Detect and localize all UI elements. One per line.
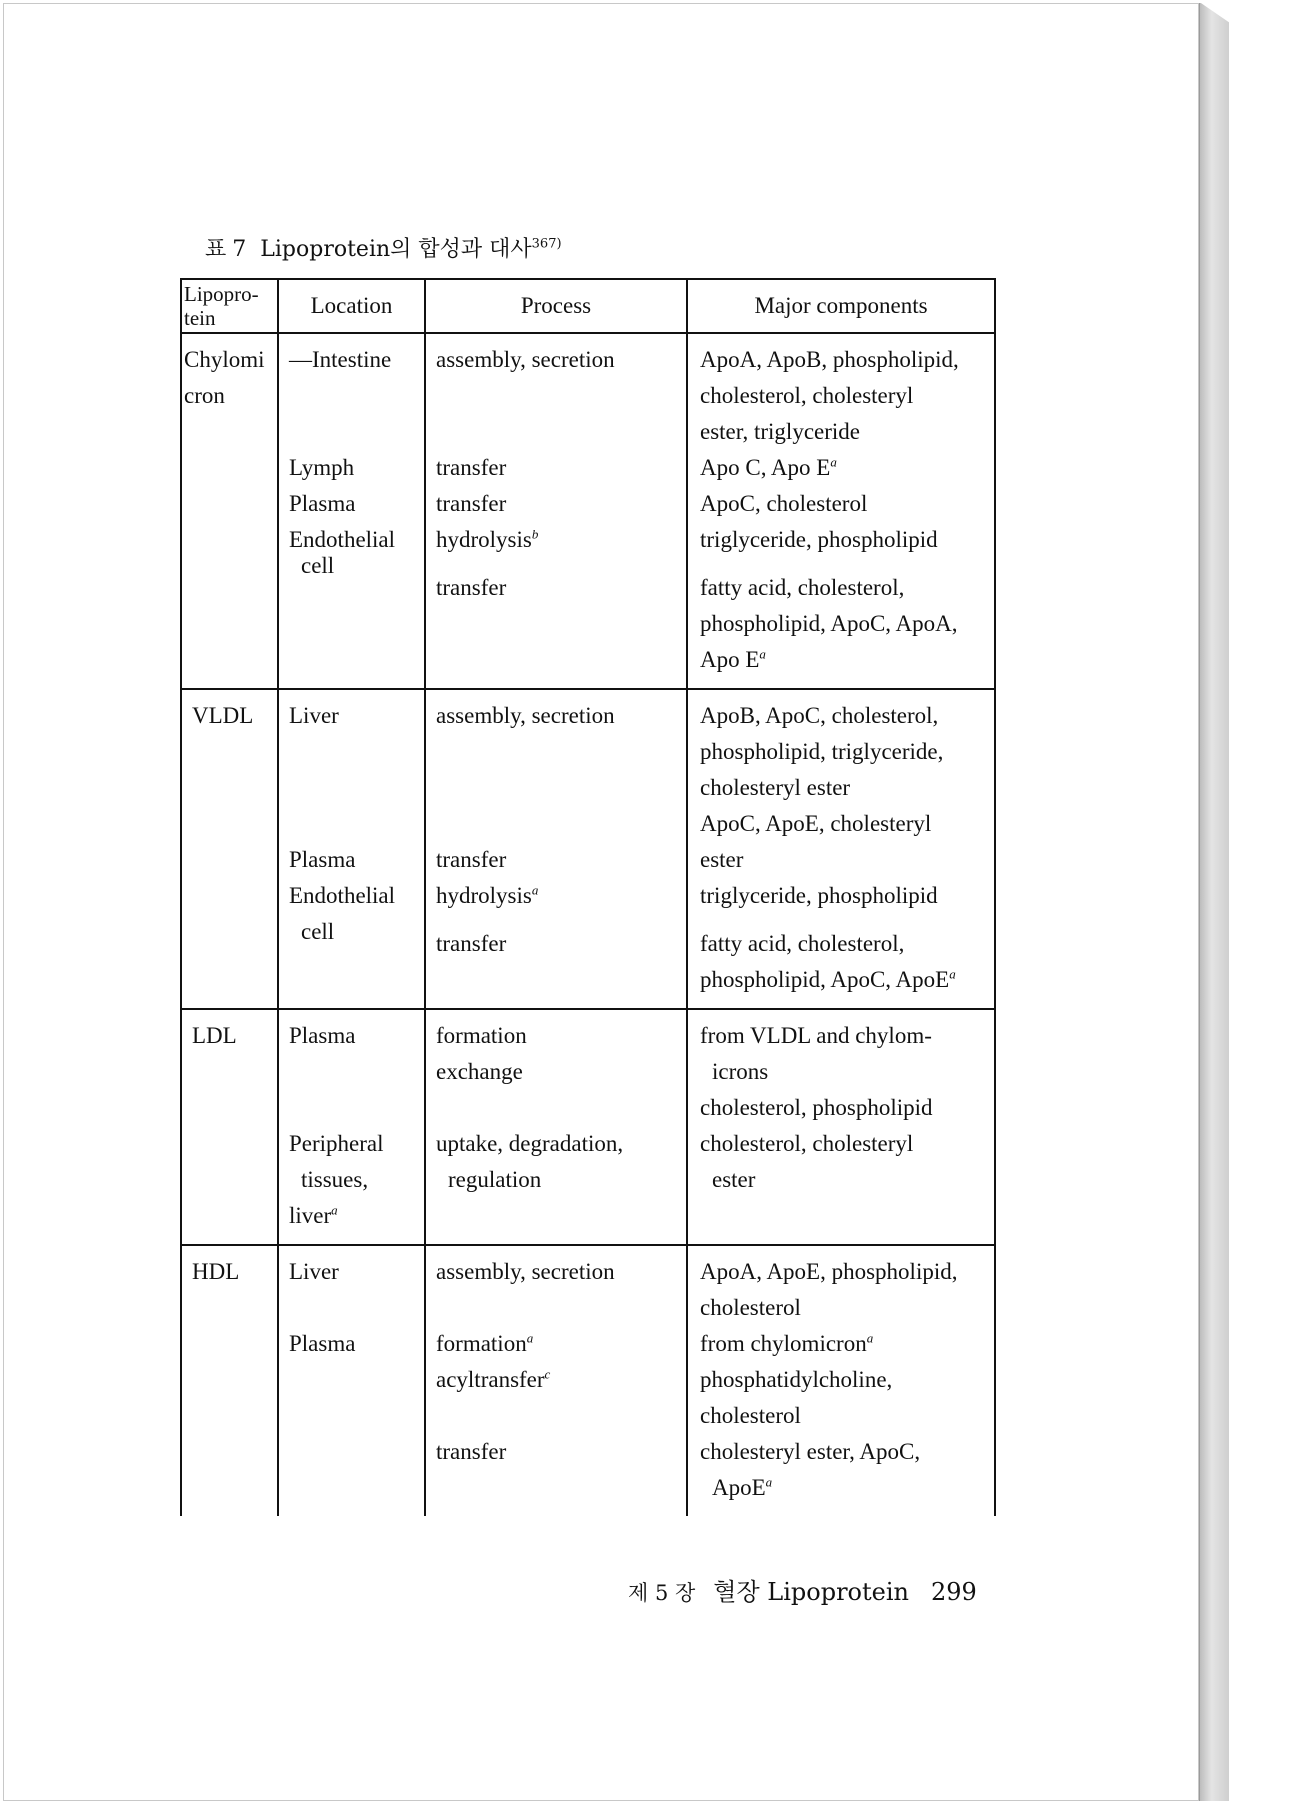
components-entry: from chylomicron [700,1331,867,1356]
process-cell [425,333,687,689]
components-entry: fatty acid, cholesterol, [700,575,905,600]
components-entry: ApoA, ApoB, phospholipid, [700,347,959,372]
lipoprotein-name: HDL [181,1245,278,1516]
footer-section: 혈장 Lipoprotein [713,1578,909,1606]
components-entry: cholesterol [700,1295,801,1320]
lipoprotein-name: VLDL [181,689,278,1009]
components-entry: icrons [712,1059,769,1084]
footnote-mark: c [544,1366,551,1382]
process-entry: assembly, secretion [436,347,615,372]
location-entry: cell [301,553,335,578]
location-entry: Liver [289,703,339,728]
components-entry: triglyceride, phospholipid [700,527,938,552]
location-entry: Liver [289,1259,339,1284]
location-entry: Peripheral [289,1131,384,1156]
components-entry: ester, triglyceride [700,419,861,444]
location-cell [278,689,425,1009]
components-entry: ApoE [712,1475,766,1500]
process-entry: assembly, secretion [436,703,615,728]
table-caption [205,232,562,263]
process-entry: transfer [436,575,507,600]
components-entry: ApoC, cholesterol [700,491,868,516]
header-major-components: Major components [687,279,995,333]
page-number: 299 [931,1578,977,1606]
footnote-mark: b [531,526,539,542]
caption-title: Lipoprotein의 합성과 대사 [260,237,532,262]
components-entry: ester [712,1167,756,1192]
components-entry: triglyceride, phospholipid [700,883,938,908]
components-cell [687,333,995,689]
location-entry: Plasma [289,1023,356,1048]
process-entry: transfer [436,455,507,480]
process-entry: transfer [436,931,507,956]
location-entry: Plasma [289,491,356,516]
location-entry: Endothelial [289,527,396,552]
footnote-mark: a [531,882,539,898]
components-entry: cholesteryl ester [700,775,851,800]
components-entry: ApoB, ApoC, cholesterol, [700,703,939,728]
components-entry: cholesterol, phospholipid [700,1095,933,1120]
process-entry: transfer [436,847,507,872]
footnote-mark: a [830,454,837,470]
components-entry: cholesterol, cholesteryl [700,383,914,408]
process-cell [425,1009,687,1245]
location-entry: tissues, [301,1167,369,1192]
process-entry: formation [436,1023,527,1048]
components-entry: phosphatidylcholine, [700,1367,893,1392]
lipoprotein-name: LDL [181,1009,278,1245]
location-entry: Endothelial [289,883,396,908]
footer-chapter: 제 5 장 [628,1581,696,1605]
components-entry: ApoC, ApoE, cholesteryl [700,811,932,836]
process-entry: exchange [436,1059,523,1084]
components-entry: cholesterol, cholesteryl [700,1131,914,1156]
components-entry: cholesteryl ester, ApoC, [700,1439,921,1464]
table-row-hdl [181,1245,995,1516]
location-entry: cell [301,919,335,944]
components-entry: phospholipid, triglyceride, [700,739,944,764]
caption-label: 표 [205,237,227,262]
page-edge-shadow [1199,3,1229,1801]
table-row-vldl [181,689,995,1009]
process-cell [425,689,687,1009]
header-location: Location [278,279,425,333]
header-process: Process [425,279,687,333]
components-cell [687,1009,995,1245]
header-row [181,279,995,333]
table-row-chylomicron [181,333,995,689]
components-cell [687,689,995,1009]
process-entry: hydrolysis [436,883,532,908]
process-entry: transfer [436,491,507,516]
lipoprotein-name: Chylomi cron [181,333,278,689]
components-entry: fatty acid, cholesterol, [700,931,905,956]
table-row-ldl [181,1009,995,1245]
components-entry: phospholipid, ApoC, ApoA, [700,611,958,636]
location-entry: Plasma [289,847,356,872]
components-entry: phospholipid, ApoC, ApoE [700,967,950,992]
caption-reference: 367) [531,236,562,252]
components-entry: Apo C, Apo E [700,455,831,480]
footnote-mark: a [331,1202,338,1218]
lipoprotein-table [180,278,996,1516]
header-lipoprotein: Lipopro-tein [181,279,278,333]
process-entry: hydrolysis [436,527,532,552]
components-entry: Apo E [700,647,760,672]
location-entry: Lymph [289,455,355,480]
process-entry: formation [436,1331,527,1356]
components-entry: ester [700,847,744,872]
process-entry: assembly, secretion [436,1259,615,1284]
footnote-mark: a [949,966,956,982]
location-entry: Plasma [289,1331,356,1356]
footnote-mark: a [765,1474,773,1490]
footnote-mark: a [866,1330,874,1346]
process-entry: uptake, degradation, [436,1131,624,1156]
process-entry: regulation [448,1167,542,1192]
footnote-mark: a [526,1330,534,1346]
components-cell [687,1245,995,1516]
location-cell [278,1009,425,1245]
components-entry: ApoA, ApoE, phospholipid, [700,1259,958,1284]
components-entry: cholesterol [700,1403,801,1428]
location-entry: —Intestine [289,347,392,372]
caption-number: 7 [232,237,247,262]
location-cell [278,333,425,689]
process-entry: transfer [436,1439,507,1464]
process-entry: acyltransfer [436,1367,545,1392]
location-cell [278,1245,425,1516]
location-entry: liver [289,1203,332,1228]
components-entry: from VLDL and chylom- [700,1023,932,1048]
page-footer [628,1572,977,1607]
footnote-mark: a [759,646,766,662]
process-cell [425,1245,687,1516]
